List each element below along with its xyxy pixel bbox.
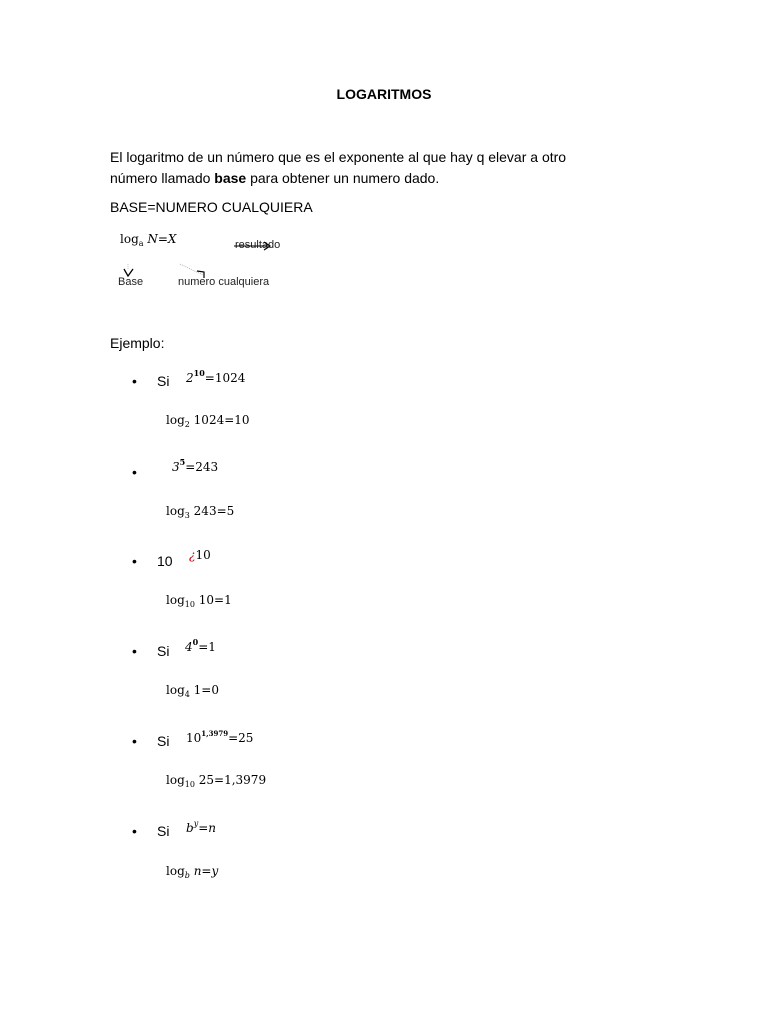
example-lead: 10 — [157, 553, 173, 569]
power-base: 3 — [172, 460, 180, 474]
log-sub: 4 — [184, 690, 190, 699]
power-rhs: 10 — [195, 548, 211, 562]
example-lead: Si — [157, 733, 170, 749]
label-result: resultado — [235, 239, 281, 251]
power-base: 2 — [186, 371, 194, 385]
power-base: 4 — [185, 640, 193, 654]
power-rhs: =243 — [185, 460, 219, 474]
arrow-number-line — [180, 264, 203, 275]
log-rest: 243=5 — [193, 504, 235, 518]
power-exp: 1,3979 — [201, 729, 229, 738]
log-sub: 2 — [184, 420, 190, 429]
example-power-3 — [189, 548, 211, 562]
power-rhs: =n — [198, 821, 217, 835]
example-power-1 — [186, 368, 246, 385]
intro-bold-base: base — [214, 170, 247, 186]
power-rhs: =1 — [198, 640, 216, 654]
example-power-2 — [172, 457, 219, 474]
example-lead: Si — [157, 643, 170, 659]
log-sub: 10 — [184, 600, 195, 609]
page-title: LOGARITMOS — [336, 86, 432, 102]
diagram-log: log — [120, 232, 139, 246]
label-base: Base — [118, 276, 144, 288]
intro-line-2-start: número llamado — [110, 170, 215, 186]
power-rhs: =1024 — [204, 371, 246, 385]
example-heading: Ejemplo: — [110, 335, 165, 351]
example-log-3: $\log_{10} 10=1$ — [166, 593, 232, 609]
example-log-6: $\log_b n=y$ — [166, 864, 219, 880]
diagram-sub: a — [138, 239, 144, 248]
example-power-6 — [186, 821, 216, 835]
example-log-4: $\log_4 1=0$ — [166, 683, 219, 699]
intro-line-2-end: para obtener un numero dado. — [246, 170, 440, 186]
example-log-2: $\log_3 243=5$ — [166, 504, 235, 520]
example-lead: Si — [157, 373, 170, 389]
power-exp: 10 — [193, 368, 205, 378]
power-rhs: =25 — [228, 731, 254, 745]
log-rest: 10=1 — [198, 593, 232, 607]
log-rest: n=y — [193, 864, 219, 878]
label-number: numero cualquiera — [178, 276, 270, 288]
example-log-1: $\log_2 1024=10$ — [166, 413, 250, 429]
arrow-number-head — [197, 271, 204, 278]
diagram-rhs: N=X — [147, 232, 177, 246]
diagram-arrows — [118, 228, 318, 298]
log-rest: 25=1,3979 — [198, 773, 267, 787]
arrow-base-head — [124, 269, 133, 276]
example-power-4 — [185, 637, 216, 654]
power-base: b — [186, 821, 194, 835]
power-exp: y — [193, 819, 199, 828]
log-sub: b — [184, 871, 190, 880]
intro-line-2 — [110, 168, 657, 189]
power-base: 10 — [186, 731, 202, 745]
log-rest: 1=0 — [193, 683, 219, 697]
power-exp: 5 — [179, 457, 186, 467]
intro-line-1: El logaritmo de un número que es el exponente al que hay q elevar a otro — [110, 149, 567, 165]
power-exp: 0 — [192, 637, 199, 647]
missing-glyph: ¿ — [189, 548, 196, 562]
example-log-5: $\log_{10} 25=1,3979$ — [166, 773, 267, 789]
log-sub: 10 — [184, 780, 195, 789]
example-lead: Si — [157, 823, 170, 839]
intro-paragraph — [110, 147, 657, 189]
log-rest: 1024=10 — [193, 413, 250, 427]
example-power-5 — [186, 731, 253, 745]
log-sub: 3 — [184, 511, 190, 520]
base-definition: BASE=NUMERO CUALQUIERA — [110, 199, 313, 215]
